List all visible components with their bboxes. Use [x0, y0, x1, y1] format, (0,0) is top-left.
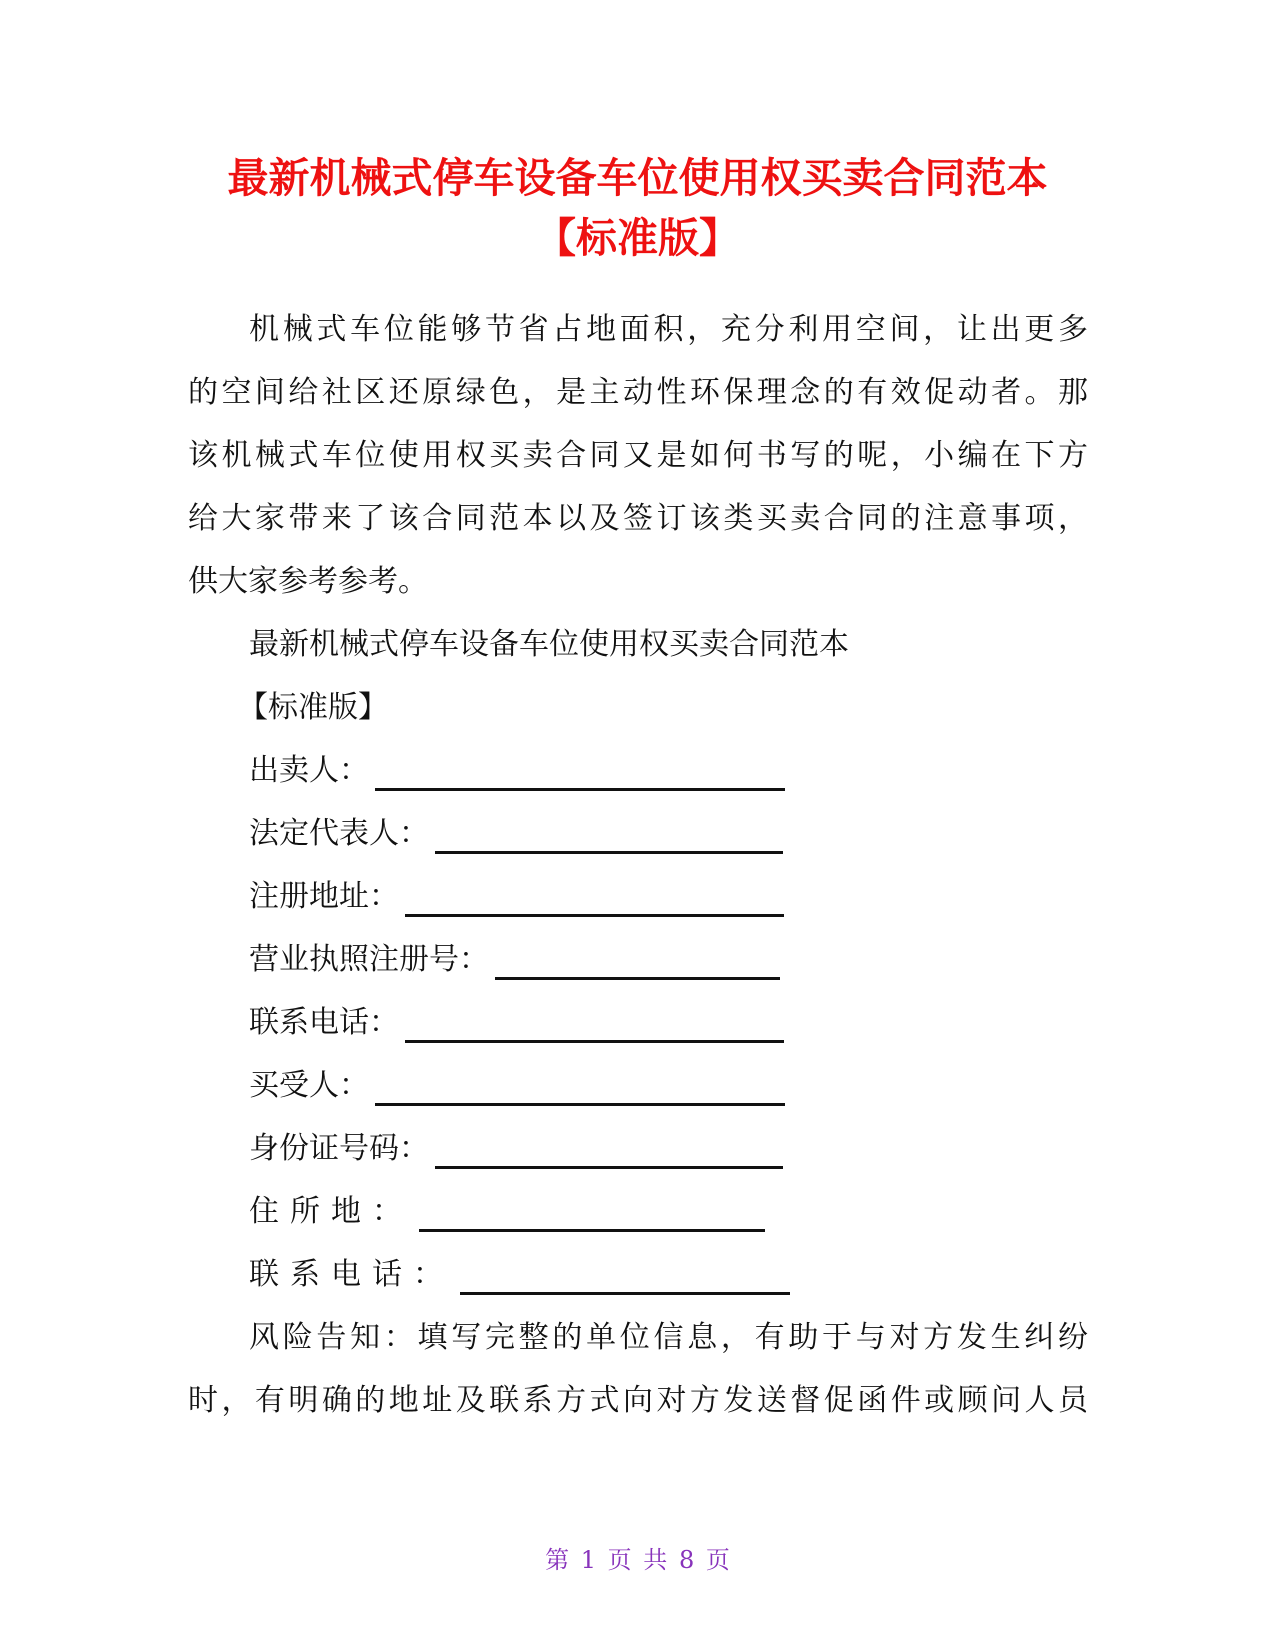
- buyer-field: [249, 1066, 785, 1106]
- intro-paragraph-line-4: 给大家带来了该合同范本以及签订该类买卖合同的注意事项，: [188, 501, 1088, 536]
- business-license-label: 营业执照注册号：: [249, 942, 489, 977]
- registered-address-field: [249, 877, 784, 917]
- contract-subtitle: 最新机械式停车设备车位使用权买卖合同范本: [249, 627, 849, 662]
- legal-representative-blank[interactable]: [435, 821, 783, 854]
- seller-field: [249, 751, 785, 791]
- intro-paragraph-line-5: 供大家参考参考。: [188, 564, 428, 599]
- id-number-blank[interactable]: [435, 1136, 783, 1169]
- document-title: 最新机械式停车设备车位使用权买卖合同范本: [227, 154, 1048, 202]
- residence-blank[interactable]: [419, 1199, 765, 1232]
- document-title-edition: 【标准版】: [535, 214, 740, 262]
- residence-field: [249, 1192, 765, 1232]
- registered-address-blank[interactable]: [405, 884, 784, 917]
- seller-phone-label: 联系电话：: [249, 1005, 399, 1040]
- seller-label: 出卖人：: [249, 753, 369, 788]
- intro-paragraph-line-1: 机械式车位能够节省占地面积，充分利用空间，让出更多: [249, 312, 1088, 347]
- residence-label: 住所地：: [249, 1194, 413, 1229]
- buyer-phone-blank[interactable]: [460, 1262, 790, 1295]
- id-number-field: [249, 1129, 783, 1169]
- seller-phone-blank[interactable]: [405, 1010, 784, 1043]
- intro-paragraph-line-2: 的空间给社区还原绿色，是主动性环保理念的有效促动者。那: [188, 375, 1088, 410]
- page-indicator: 第 1 页 共 8 页: [545, 1546, 730, 1574]
- id-number-label: 身份证号码：: [249, 1131, 429, 1166]
- buyer-blank[interactable]: [375, 1073, 785, 1106]
- buyer-label: 买受人：: [249, 1068, 369, 1103]
- contract-subtitle-edition: 【标准版】: [238, 690, 388, 725]
- legal-representative-label: 法定代表人：: [249, 816, 429, 851]
- risk-notice-line-2: 时，有明确的地址及联系方式向对方发送督促函件或顾问人员: [188, 1383, 1088, 1418]
- business-license-blank[interactable]: [495, 947, 780, 980]
- buyer-phone-field: [249, 1255, 790, 1295]
- registered-address-label: 注册地址：: [249, 879, 399, 914]
- business-license-field: [249, 940, 780, 980]
- seller-blank[interactable]: [375, 758, 785, 791]
- intro-paragraph-line-3: 该机械式车位使用权买卖合同又是如何书写的呢，小编在下方: [188, 438, 1088, 473]
- risk-notice-line-1: 风险告知：填写完整的单位信息，有助于与对方发生纠纷: [249, 1320, 1088, 1355]
- legal-representative-field: [249, 814, 783, 854]
- seller-phone-field: [249, 1003, 784, 1043]
- buyer-phone-label: 联系电话：: [249, 1257, 454, 1292]
